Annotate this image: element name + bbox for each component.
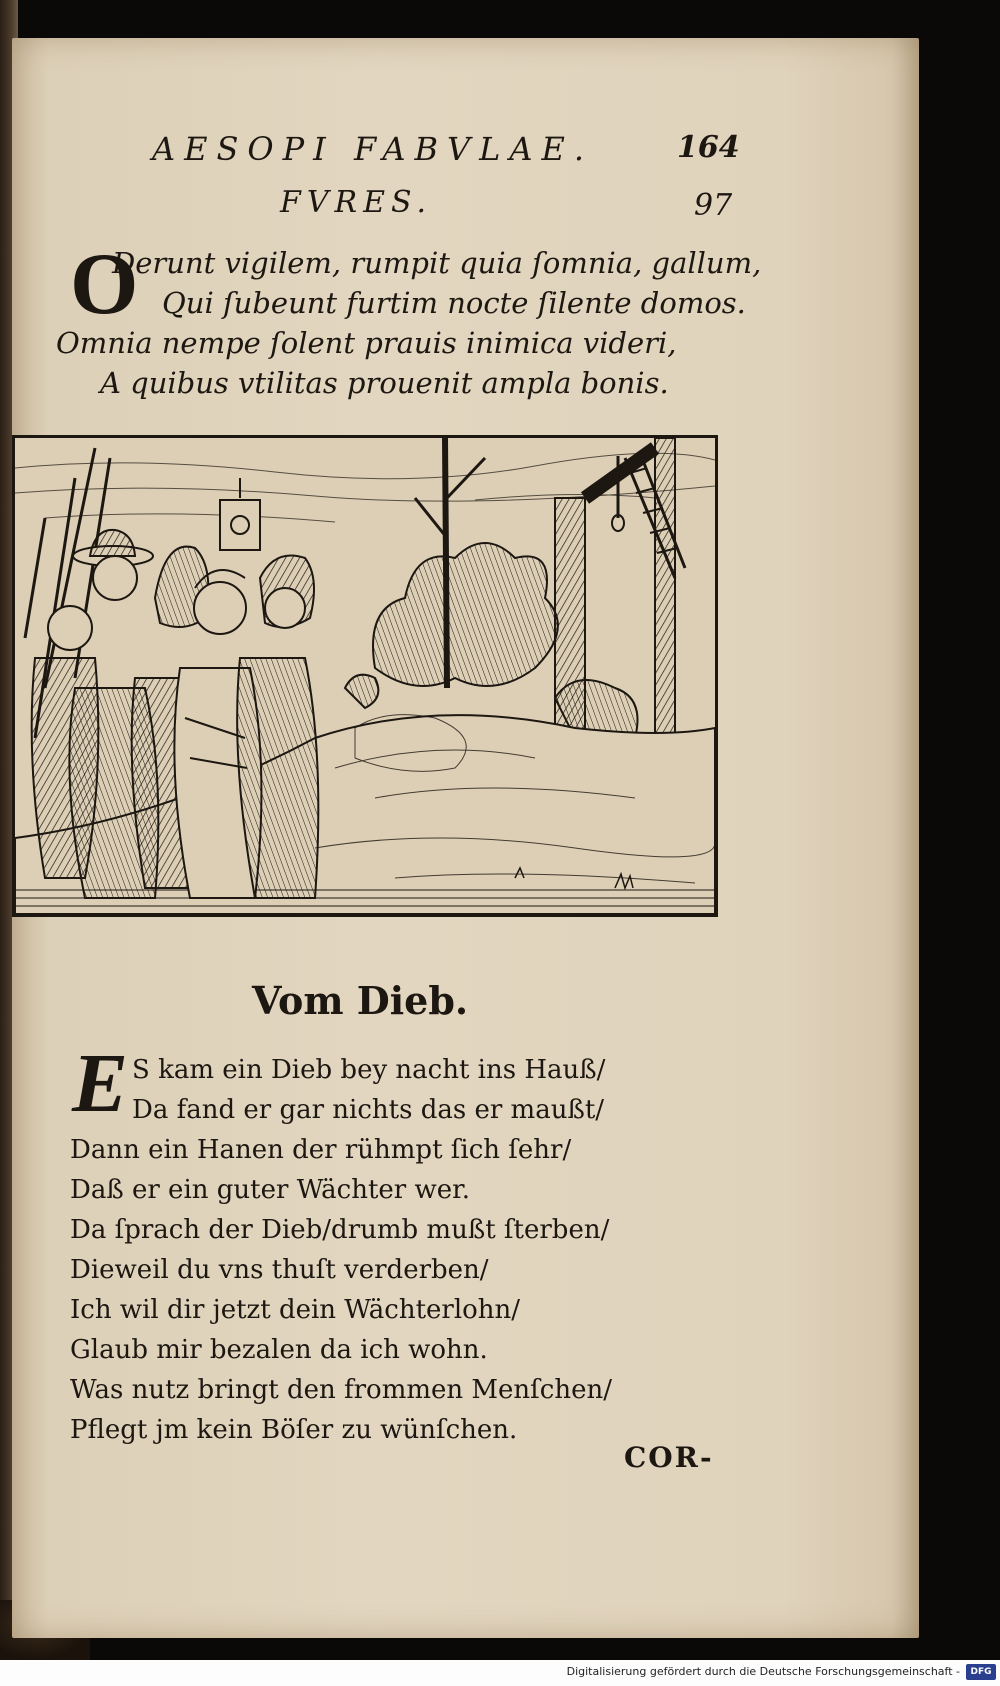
german-line: Da ſprach der Dieb/drumb mußt ſterben/ <box>70 1215 610 1245</box>
german-title: Vom Dieb. <box>252 978 469 1023</box>
book-page <box>12 38 919 1638</box>
folio-number: 164 <box>677 130 740 165</box>
german-line: Daß er ein guter Wächter wer. <box>70 1175 470 1205</box>
latin-line: Omnia nempe ſolent prauis inimica videri, <box>56 326 677 360</box>
funding-credit: Digitalisierung gefördert durch die Deutsche Forschungsgemeinschaft - <box>566 1665 960 1678</box>
latin-line: A quibus vtilitas prouenit ampla bonis. <box>100 366 669 400</box>
latin-line: Derunt vigilem, rumpit quia ſomnia, gallum, <box>112 246 762 280</box>
running-head: AESOPI FABVLAE. <box>152 130 594 168</box>
german-verse <box>70 1037 710 1450</box>
latin-line: Qui ſubeunt furtim nocte ſilente domos. <box>162 286 746 320</box>
woodcut-illustration <box>12 435 718 917</box>
dfg-logo: DFG <box>966 1664 996 1680</box>
german-line: Da fand er gar nichts das er maußt/ <box>132 1095 605 1125</box>
german-drop-initial: E <box>72 1037 129 1130</box>
german-line: Was nutz bringt den frommen Menſchen/ <box>70 1375 612 1405</box>
signature-number: 97 <box>694 188 733 223</box>
german-line: Pflegt jm kein Böſer zu wünſchen. <box>70 1415 518 1445</box>
latin-verse <box>52 236 762 403</box>
latin-drop-initial: O <box>70 236 139 333</box>
german-line: Dieweil du vns thuſt verderben/ <box>70 1255 489 1285</box>
german-line: Ich wil dir jetzt dein Wächterlohn/ <box>70 1295 521 1325</box>
fable-title: FVRES. <box>280 185 432 220</box>
german-line: Dann ein Hanen der rühmpt ſich ſehr/ <box>70 1135 572 1165</box>
german-line: Glaub mir bezalen da ich wohn. <box>70 1335 488 1365</box>
digitization-footer <box>0 1660 1000 1686</box>
catchword: COR- <box>624 1441 714 1474</box>
german-line: S kam ein Dieb bey nacht ins Hauß/ <box>132 1055 606 1085</box>
